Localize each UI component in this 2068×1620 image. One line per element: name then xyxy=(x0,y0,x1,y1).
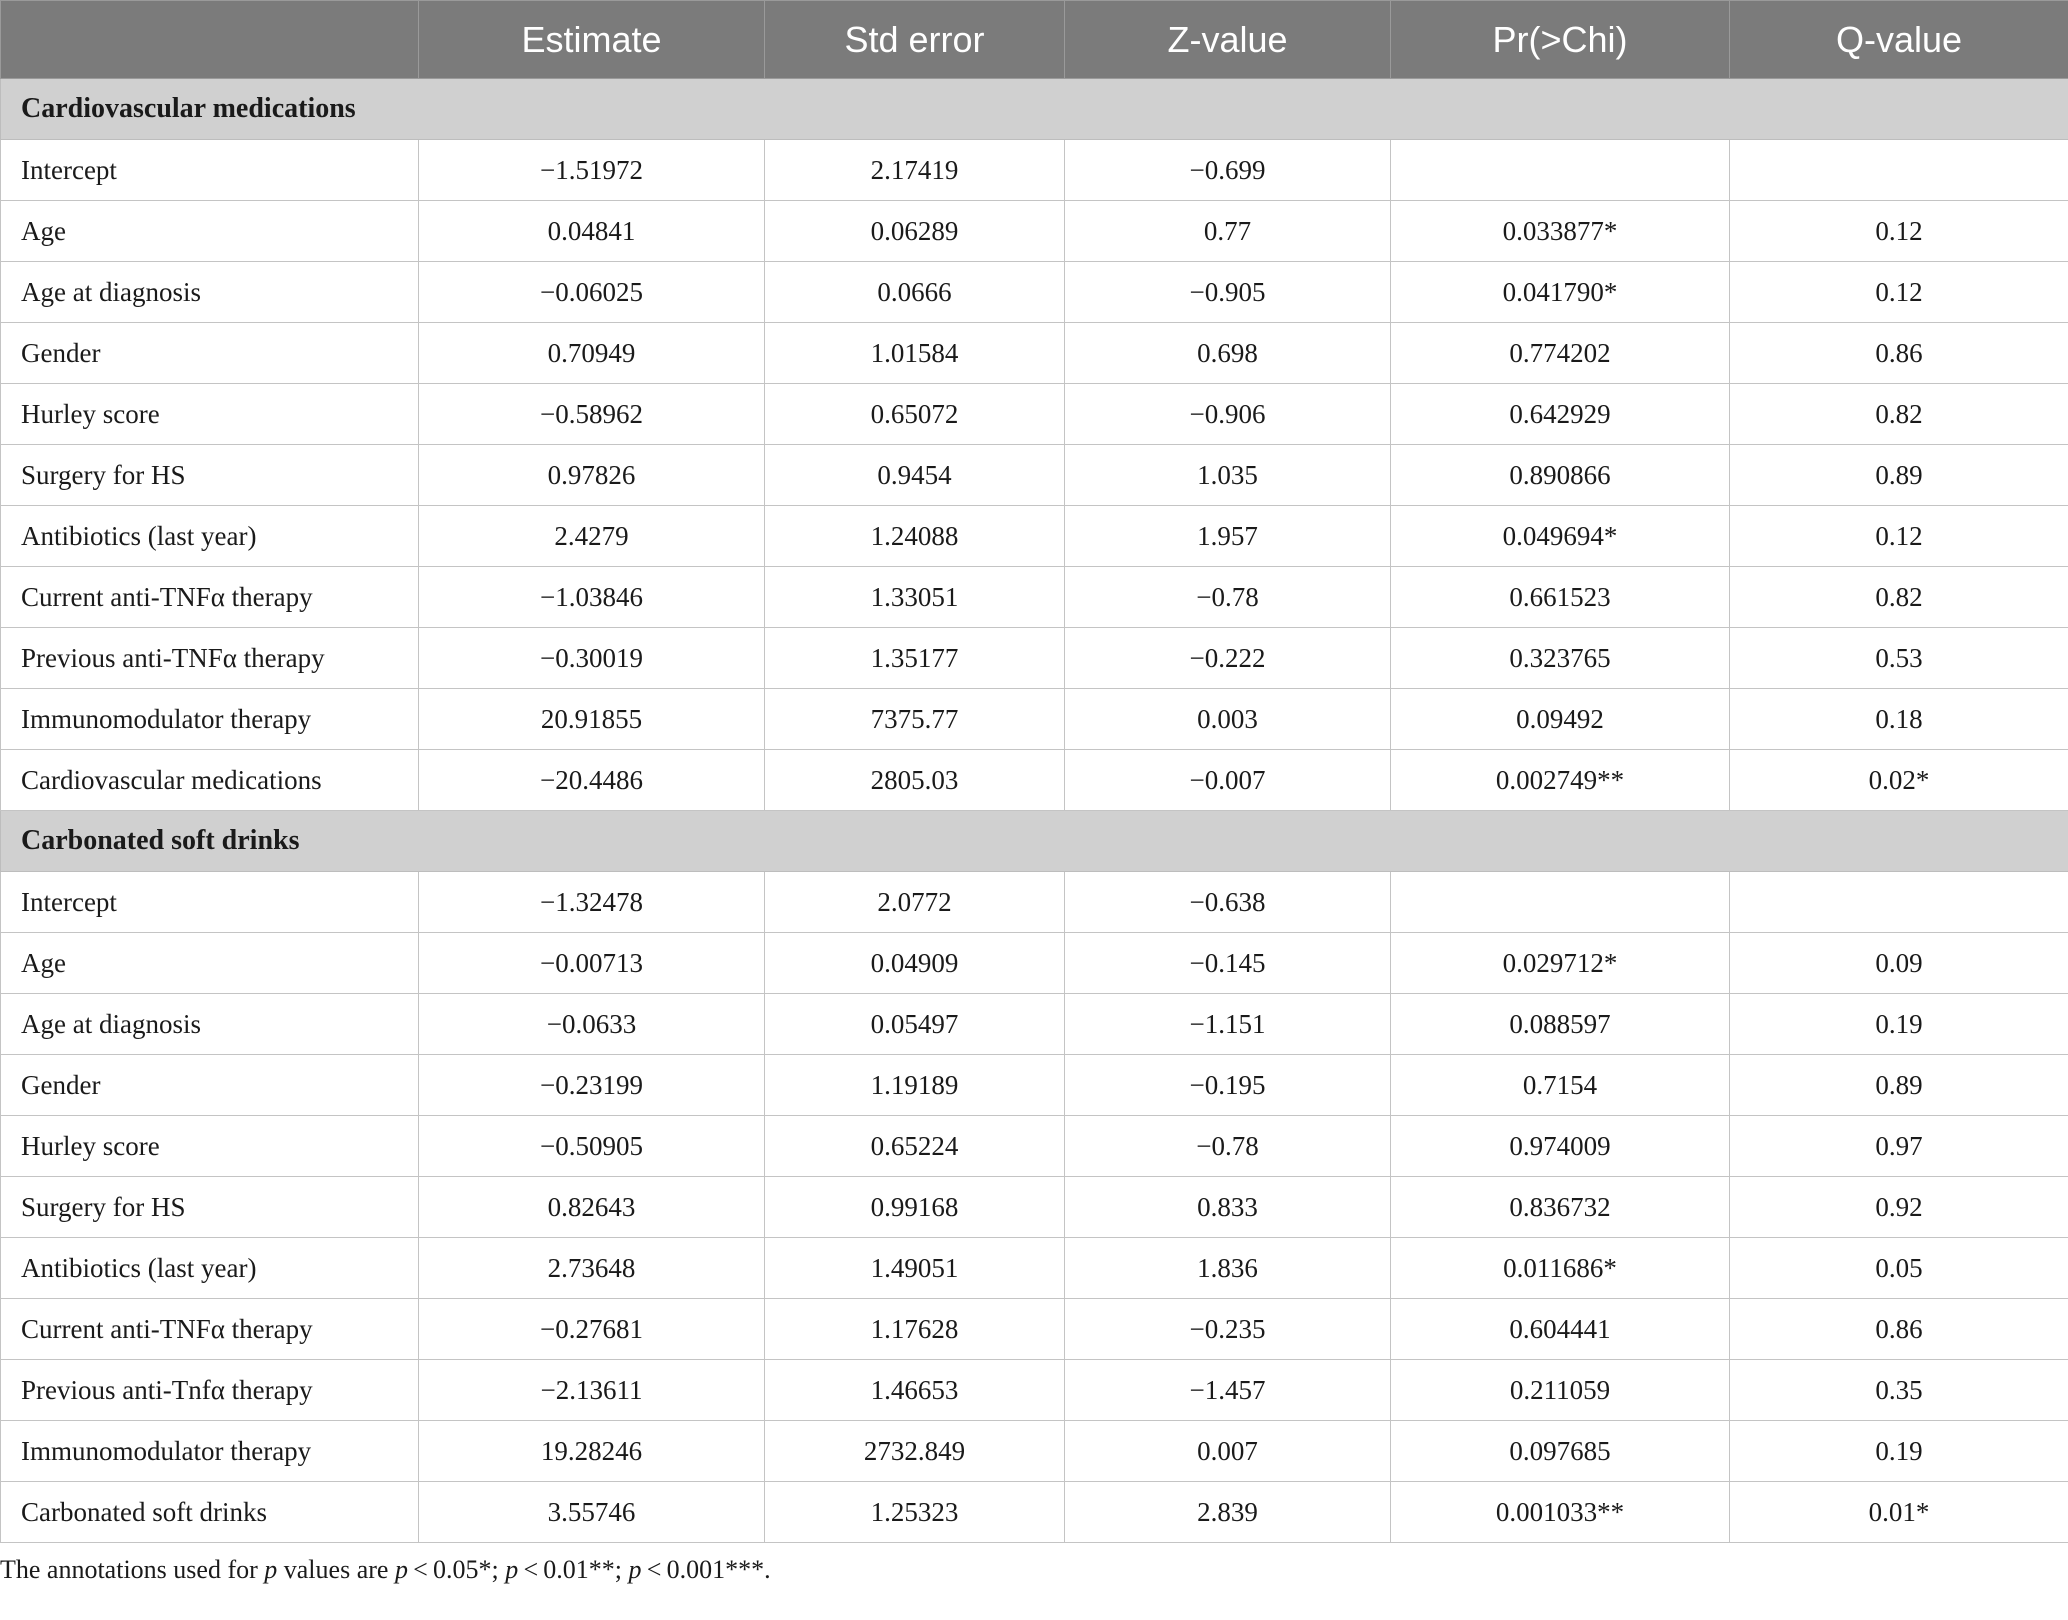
cell-variable: Surgery for HS xyxy=(1,445,419,506)
cell-z-value: −0.905 xyxy=(1065,262,1391,323)
cell-variable: Hurley score xyxy=(1,1116,419,1177)
cell-q-value: 0.82 xyxy=(1730,384,2068,445)
cell-variable: Age xyxy=(1,201,419,262)
table-row xyxy=(1,201,2068,262)
table-footnote xyxy=(0,1555,2068,1585)
table-row xyxy=(1,262,2068,323)
cell-estimate: −0.06025 xyxy=(419,262,765,323)
cell-std-error: 0.65072 xyxy=(765,384,1065,445)
table-row xyxy=(1,750,2068,811)
cell-std-error: 1.17628 xyxy=(765,1299,1065,1360)
cell-pr-chi xyxy=(1391,140,1730,201)
cell-q-value: 0.12 xyxy=(1730,506,2068,567)
footnote-p-italic: p xyxy=(264,1555,278,1584)
cell-z-value: −0.78 xyxy=(1065,567,1391,628)
cell-z-value: 1.957 xyxy=(1065,506,1391,567)
section-title: Carbonated soft drinks xyxy=(1,811,2068,872)
footnote-p-italic: p xyxy=(394,1555,408,1584)
cell-estimate: −20.4486 xyxy=(419,750,765,811)
cell-estimate: 2.4279 xyxy=(419,506,765,567)
table-row xyxy=(1,323,2068,384)
cell-z-value: 0.003 xyxy=(1065,689,1391,750)
cell-z-value: −0.195 xyxy=(1065,1055,1391,1116)
cell-std-error: 0.04909 xyxy=(765,933,1065,994)
cell-std-error: 1.33051 xyxy=(765,567,1065,628)
cell-std-error: 0.06289 xyxy=(765,201,1065,262)
table-row xyxy=(1,567,2068,628)
cell-z-value: −0.145 xyxy=(1065,933,1391,994)
cell-estimate: 0.97826 xyxy=(419,445,765,506)
cell-variable: Hurley score xyxy=(1,384,419,445)
footnote-threshold: < 0.05*; xyxy=(407,1555,506,1584)
cell-estimate: 0.82643 xyxy=(419,1177,765,1238)
table-row xyxy=(1,933,2068,994)
table-row xyxy=(1,628,2068,689)
table-row xyxy=(1,1421,2068,1482)
cell-estimate: 0.70949 xyxy=(419,323,765,384)
table-row xyxy=(1,384,2068,445)
cell-pr-chi xyxy=(1391,872,1730,933)
cell-z-value: 1.836 xyxy=(1065,1238,1391,1299)
cell-variable: Cardiovascular medications xyxy=(1,750,419,811)
cell-estimate: −1.51972 xyxy=(419,140,765,201)
cell-pr-chi: 0.088597 xyxy=(1391,994,1730,1055)
cell-pr-chi: 0.974009 xyxy=(1391,1116,1730,1177)
cell-pr-chi: 0.7154 xyxy=(1391,1055,1730,1116)
cell-estimate: −0.50905 xyxy=(419,1116,765,1177)
header-cell-std-error: Std error xyxy=(765,1,1065,79)
cell-q-value xyxy=(1730,872,2068,933)
table-row xyxy=(1,1116,2068,1177)
cell-estimate: −0.27681 xyxy=(419,1299,765,1360)
cell-q-value: 0.02* xyxy=(1730,750,2068,811)
cell-q-value: 0.12 xyxy=(1730,201,2068,262)
cell-q-value: 0.86 xyxy=(1730,323,2068,384)
cell-estimate: 0.04841 xyxy=(419,201,765,262)
cell-estimate: 20.91855 xyxy=(419,689,765,750)
cell-estimate: −0.0633 xyxy=(419,994,765,1055)
table-body xyxy=(1,79,2068,1543)
cell-estimate: −2.13611 xyxy=(419,1360,765,1421)
cell-z-value: −0.906 xyxy=(1065,384,1391,445)
cell-std-error: 1.19189 xyxy=(765,1055,1065,1116)
footnote-middle: values are xyxy=(277,1555,395,1584)
cell-variable: Current anti-TNFα therapy xyxy=(1,567,419,628)
cell-z-value: −1.457 xyxy=(1065,1360,1391,1421)
cell-std-error: 0.05497 xyxy=(765,994,1065,1055)
cell-z-value: −0.699 xyxy=(1065,140,1391,201)
cell-estimate: 3.55746 xyxy=(419,1482,765,1543)
cell-std-error: 1.35177 xyxy=(765,628,1065,689)
cell-pr-chi: 0.097685 xyxy=(1391,1421,1730,1482)
cell-pr-chi: 0.661523 xyxy=(1391,567,1730,628)
cell-estimate: −1.03846 xyxy=(419,567,765,628)
cell-z-value: 0.833 xyxy=(1065,1177,1391,1238)
section-title: Cardiovascular medications xyxy=(1,79,2068,140)
cell-std-error: 0.9454 xyxy=(765,445,1065,506)
cell-z-value: −0.222 xyxy=(1065,628,1391,689)
cell-q-value: 0.97 xyxy=(1730,1116,2068,1177)
cell-variable: Previous anti-Tnfα therapy xyxy=(1,1360,419,1421)
footnote-p-italic: p xyxy=(628,1555,642,1584)
cell-estimate: 2.73648 xyxy=(419,1238,765,1299)
header-cell-z-value: Z-value xyxy=(1065,1,1391,79)
cell-q-value: 0.82 xyxy=(1730,567,2068,628)
cell-pr-chi: 0.029712* xyxy=(1391,933,1730,994)
table-row xyxy=(1,994,2068,1055)
cell-std-error: 2.17419 xyxy=(765,140,1065,201)
cell-z-value: −1.151 xyxy=(1065,994,1391,1055)
cell-variable: Carbonated soft drinks xyxy=(1,1482,419,1543)
cell-q-value: 0.09 xyxy=(1730,933,2068,994)
header-cell-variable xyxy=(1,1,419,79)
table-row xyxy=(1,1299,2068,1360)
cell-estimate: −0.30019 xyxy=(419,628,765,689)
cell-variable: Gender xyxy=(1,1055,419,1116)
cell-std-error: 2.0772 xyxy=(765,872,1065,933)
table-row xyxy=(1,689,2068,750)
cell-variable: Antibiotics (last year) xyxy=(1,506,419,567)
cell-variable: Intercept xyxy=(1,140,419,201)
cell-q-value: 0.89 xyxy=(1730,445,2068,506)
footnote-threshold: < 0.001***. xyxy=(641,1555,771,1584)
cell-variable: Immunomodulator therapy xyxy=(1,1421,419,1482)
table-header xyxy=(1,1,2068,79)
cell-pr-chi: 0.211059 xyxy=(1391,1360,1730,1421)
table-row xyxy=(1,1482,2068,1543)
header-cell-estimate: Estimate xyxy=(419,1,765,79)
cell-pr-chi: 0.604441 xyxy=(1391,1299,1730,1360)
cell-z-value: −0.78 xyxy=(1065,1116,1391,1177)
cell-variable: Age at diagnosis xyxy=(1,994,419,1055)
cell-std-error: 1.46653 xyxy=(765,1360,1065,1421)
cell-q-value: 0.19 xyxy=(1730,994,2068,1055)
cell-pr-chi: 0.033877* xyxy=(1391,201,1730,262)
cell-estimate: −1.32478 xyxy=(419,872,765,933)
footnote-p-italic: p xyxy=(505,1555,519,1584)
cell-q-value: 0.35 xyxy=(1730,1360,2068,1421)
table-row xyxy=(1,445,2068,506)
cell-pr-chi: 0.836732 xyxy=(1391,1177,1730,1238)
cell-std-error: 1.49051 xyxy=(765,1238,1065,1299)
cell-q-value: 0.53 xyxy=(1730,628,2068,689)
cell-q-value: 0.18 xyxy=(1730,689,2068,750)
cell-variable: Immunomodulator therapy xyxy=(1,689,419,750)
table-row xyxy=(1,1360,2068,1421)
cell-pr-chi: 0.09492 xyxy=(1391,689,1730,750)
table-row xyxy=(1,1055,2068,1116)
cell-q-value xyxy=(1730,140,2068,201)
cell-pr-chi: 0.323765 xyxy=(1391,628,1730,689)
cell-variable: Surgery for HS xyxy=(1,1177,419,1238)
cell-estimate: −0.58962 xyxy=(419,384,765,445)
cell-z-value: 1.035 xyxy=(1065,445,1391,506)
cell-pr-chi: 0.774202 xyxy=(1391,323,1730,384)
cell-q-value: 0.05 xyxy=(1730,1238,2068,1299)
cell-q-value: 0.01* xyxy=(1730,1482,2068,1543)
cell-z-value: −0.235 xyxy=(1065,1299,1391,1360)
cell-z-value: −0.007 xyxy=(1065,750,1391,811)
header-cell-pr-chi: Pr(>Chi) xyxy=(1391,1,1730,79)
cell-pr-chi: 0.642929 xyxy=(1391,384,1730,445)
table-row xyxy=(1,1177,2068,1238)
cell-q-value: 0.86 xyxy=(1730,1299,2068,1360)
cell-std-error: 0.65224 xyxy=(765,1116,1065,1177)
cell-variable: Antibiotics (last year) xyxy=(1,1238,419,1299)
cell-pr-chi: 0.001033** xyxy=(1391,1482,1730,1543)
header-row xyxy=(1,1,2068,79)
cell-pr-chi: 0.049694* xyxy=(1391,506,1730,567)
cell-std-error: 1.24088 xyxy=(765,506,1065,567)
footnote-threshold: < 0.01**; xyxy=(518,1555,629,1584)
cell-estimate: −0.23199 xyxy=(419,1055,765,1116)
cell-variable: Intercept xyxy=(1,872,419,933)
cell-variable: Gender xyxy=(1,323,419,384)
cell-pr-chi: 0.041790* xyxy=(1391,262,1730,323)
cell-std-error: 0.0666 xyxy=(765,262,1065,323)
table-row xyxy=(1,1238,2068,1299)
cell-z-value: −0.638 xyxy=(1065,872,1391,933)
table-row xyxy=(1,140,2068,201)
cell-variable: Current anti-TNFα therapy xyxy=(1,1299,419,1360)
cell-z-value: 0.77 xyxy=(1065,201,1391,262)
cell-std-error: 1.01584 xyxy=(765,323,1065,384)
cell-std-error: 2805.03 xyxy=(765,750,1065,811)
cell-estimate: 19.28246 xyxy=(419,1421,765,1482)
table-row xyxy=(1,872,2068,933)
footnote-prefix: The annotations used for xyxy=(0,1555,265,1584)
cell-q-value: 0.12 xyxy=(1730,262,2068,323)
cell-q-value: 0.89 xyxy=(1730,1055,2068,1116)
cell-z-value: 0.698 xyxy=(1065,323,1391,384)
cell-std-error: 1.25323 xyxy=(765,1482,1065,1543)
cell-q-value: 0.19 xyxy=(1730,1421,2068,1482)
cell-z-value: 0.007 xyxy=(1065,1421,1391,1482)
table-row xyxy=(1,506,2068,567)
header-cell-q-value: Q-value xyxy=(1730,1,2068,79)
cell-std-error: 2732.849 xyxy=(765,1421,1065,1482)
cell-pr-chi: 0.011686* xyxy=(1391,1238,1730,1299)
cell-std-error: 7375.77 xyxy=(765,689,1065,750)
cell-std-error: 0.99168 xyxy=(765,1177,1065,1238)
section-header-row xyxy=(1,79,2068,140)
cell-q-value: 0.92 xyxy=(1730,1177,2068,1238)
section-header-row xyxy=(1,811,2068,872)
cell-variable: Age xyxy=(1,933,419,994)
cell-estimate: −0.00713 xyxy=(419,933,765,994)
cell-variable: Age at diagnosis xyxy=(1,262,419,323)
cell-pr-chi: 0.890866 xyxy=(1391,445,1730,506)
cell-z-value: 2.839 xyxy=(1065,1482,1391,1543)
cell-variable: Previous anti-TNFα therapy xyxy=(1,628,419,689)
cell-pr-chi: 0.002749** xyxy=(1391,750,1730,811)
